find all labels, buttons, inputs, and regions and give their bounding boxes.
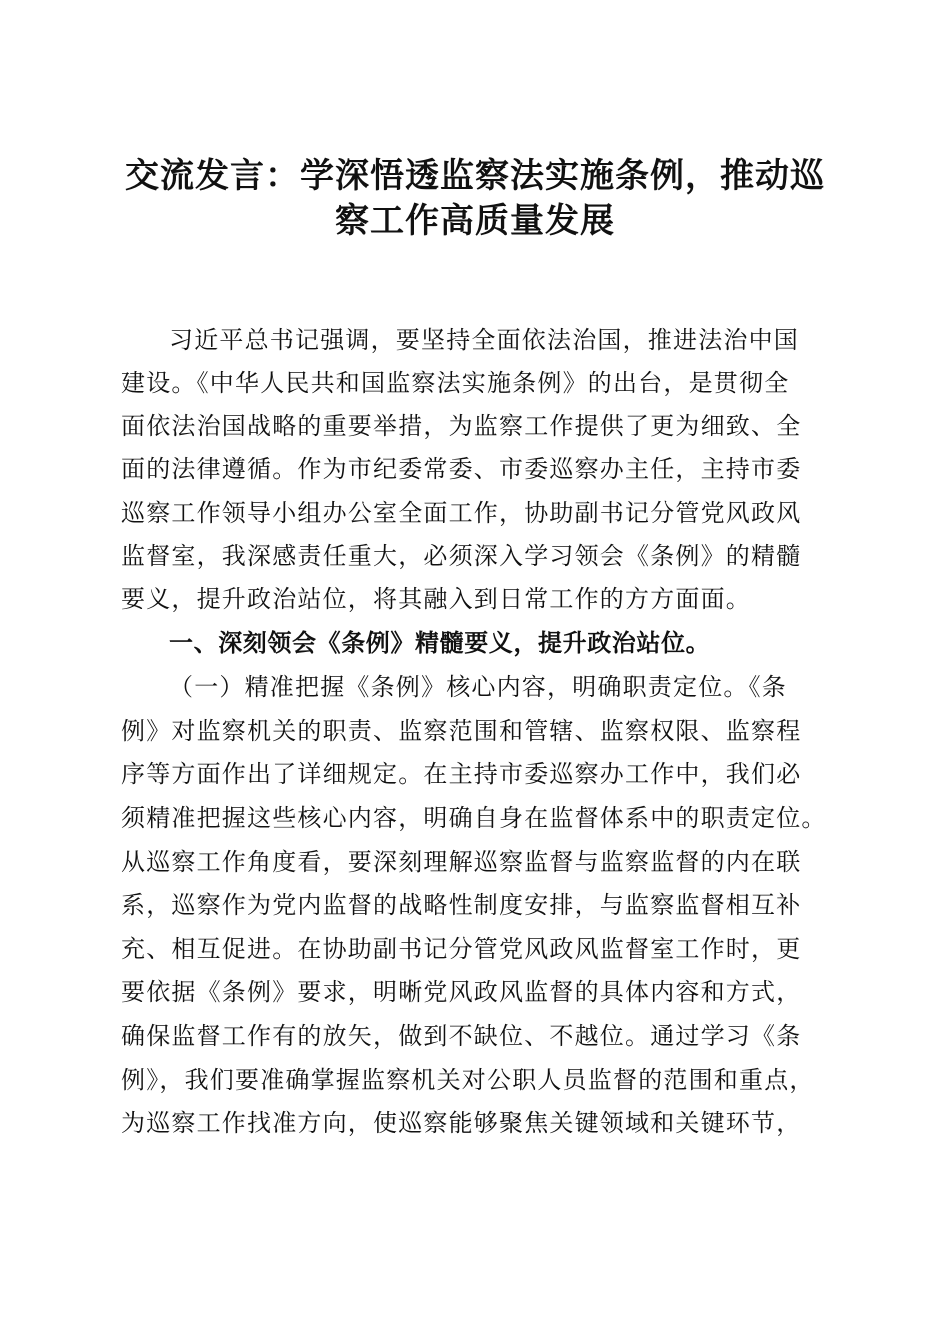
paragraph-1-line: 巡察工作领导小组办公室全面工作，协助副书记分管党风政风 xyxy=(121,499,802,527)
paragraph-1-line: 面的法律遵循。作为市纪委常委、市委巡察办主任，主持市委 xyxy=(121,455,802,483)
paragraph-2-line: 从巡察工作角度看，要深刻理解巡察监督与监察监督的内在联 xyxy=(121,848,802,876)
paragraph-1-line: 面依法治国战略的重要举措，为监察工作提供了更为细致、全 xyxy=(121,412,802,440)
document-title-line-1: 交流发言：学深悟透监察法实施条例，推动巡 xyxy=(125,156,825,196)
paragraph-1-line: 建设。《中华人民共和国监察法实施条例》的出台，是贯彻全 xyxy=(121,369,790,397)
paragraph-2-line: 确保监督工作有的放矢，做到不缺位、不越位。通过学习《条 xyxy=(121,1022,802,1050)
paragraph-2-line: （一）精准把握《条例》核心内容，明确职责定位。《条 xyxy=(169,673,787,701)
paragraph-1-line: 监督室，我深感责任重大，必须深入学习领会《条例》的精髓 xyxy=(121,542,802,570)
paragraph-2-line: 须精准把握这些核心内容，明确自身在监督体系中的职责定位。 xyxy=(121,804,827,832)
paragraph-2-line: 要依据《条例》要求，明晰党风政风监督的具体内容和方式， xyxy=(121,978,802,1006)
paragraph-2-line: 序等方面作出了详细规定。在主持市委巡察办工作中，我们必 xyxy=(121,760,802,788)
paragraph-2-line: 例》对监察机关的职责、监察范围和管辖、监察权限、监察程 xyxy=(121,717,802,745)
paragraph-1-line: 习近平总书记强调，要坚持全面依法治国，推进法治中国 xyxy=(169,326,799,354)
paragraph-2-line: 例》，我们要准确掌握监察机关对公职人员监督的范围和重点， xyxy=(121,1066,815,1094)
paragraph-2-line: 系，巡察作为党内监督的战略性制度安排，与监察监督相互补 xyxy=(121,891,802,919)
paragraph-1-line: 要义，提升政治站位，将其融入到日常工作的方方面面。 xyxy=(121,585,751,613)
section-heading-1: 一、深刻领会《条例》精髓要义，提升政治站位。 xyxy=(169,629,711,657)
paragraph-2-line: 为巡察工作找准方向，使巡察能够聚焦关键领域和关键环节， xyxy=(121,1109,802,1137)
paragraph-2-line: 充、相互促进。在协助副书记分管党风政风监督室工作时，更 xyxy=(121,935,802,963)
document-title-line-2: 察工作高质量发展 xyxy=(335,201,615,241)
